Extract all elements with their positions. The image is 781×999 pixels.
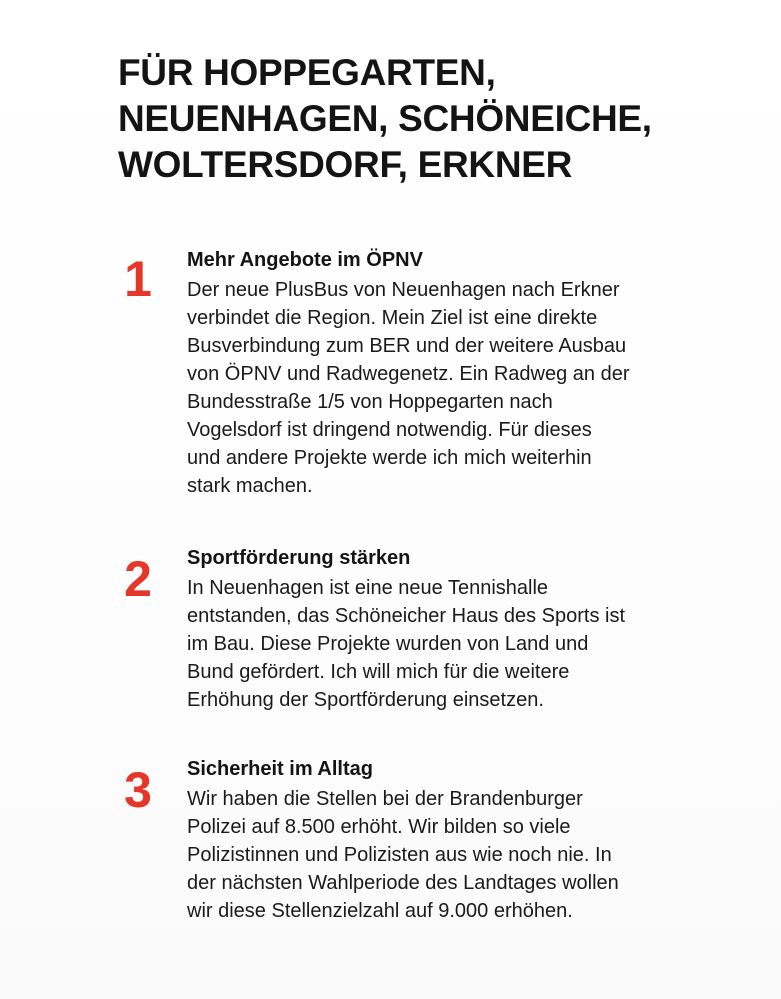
body-line: Bundesstraße 1/5 von Hoppegarten nach <box>187 391 553 413</box>
body-line: Der neue PlusBus von Neuenhagen nach Erkner <box>187 279 620 301</box>
item-body <box>187 574 747 714</box>
body-line: und andere Projekte werde ich mich weiterhin <box>187 447 592 469</box>
body-line: Busverbindung zum BER und der weitere Ausbau <box>187 335 627 357</box>
item-title: Sportförderung stärken <box>187 547 411 569</box>
body-line: In Neuenhagen ist eine neue Tennishalle <box>187 577 549 599</box>
item-number: 2 <box>124 551 152 607</box>
item-number: 1 <box>124 251 152 307</box>
item-body <box>187 276 747 500</box>
item-title: Mehr Angebote im ÖPNV <box>187 249 423 271</box>
body-line: Erhöhung der Sportförderung einsetzen. <box>187 689 544 711</box>
headline <box>118 50 758 188</box>
body-line: wir diese Stellenzielzahl auf 9.000 erhöhen. <box>187 900 573 922</box>
item-title: Sicherheit im Alltag <box>187 758 373 780</box>
body-line: Bund gefördert. Ich will mich für die weitere <box>187 661 570 683</box>
headline-line: WOLTERSDORF, ERKNER <box>118 144 573 185</box>
body-line: Polizei auf 8.500 erhöht. Wir bilden so viele <box>187 816 571 838</box>
headline-line: FÜR HOPPEGARTEN, <box>118 52 496 93</box>
item-number: 3 <box>124 762 152 818</box>
body-line: stark machen. <box>187 475 313 497</box>
body-line: Polizistinnen und Polizisten aus wie noch nie. In <box>187 844 612 866</box>
body-line: der nächsten Wahlperiode des Landtages wollen <box>187 872 619 894</box>
body-line: entstanden, das Schöneicher Haus des Sports ist <box>187 605 626 627</box>
body-line: von ÖPNV und Radwegenetz. Ein Radweg an der <box>187 363 630 385</box>
body-line: Vogelsdorf ist dringend notwendig. Für dieses <box>187 419 592 441</box>
body-line: im Bau. Diese Projekte wurden von Land und <box>187 633 589 655</box>
item-body <box>187 785 747 925</box>
headline-line: NEUENHAGEN, SCHÖNEICHE, <box>118 98 652 139</box>
body-line: verbindet die Region. Mein Ziel ist eine direkte <box>187 307 598 329</box>
body-line: Wir haben die Stellen bei der Brandenburger <box>187 788 583 810</box>
